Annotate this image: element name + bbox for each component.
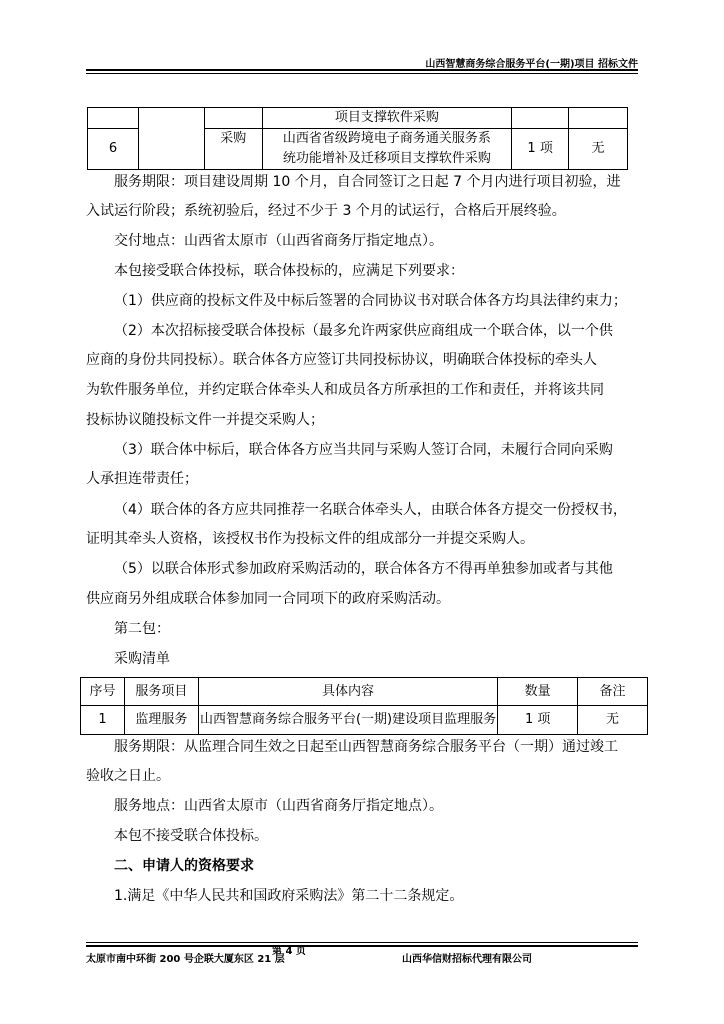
paragraph-consortium-item-2-line: （2）本次招标接受联合体投标（最多允许两家供应商组成一个联合体，以一个供 (114, 323, 613, 339)
header-rule-thin (86, 73, 638, 74)
table-cell-qty: 1 项 (512, 129, 569, 170)
content-line: 山西省省级跨境电子商务通关服务系 (282, 131, 491, 146)
paragraph-consortium-item-3-line: 人承担连带责任； (86, 471, 198, 487)
table-cell-type: 采购 (204, 129, 262, 170)
table-cell-no: 6 (88, 129, 139, 170)
table-header-cell: 数量 (498, 678, 578, 706)
paragraph-consortium-intro: 本包接受联合体投标，联合体投标的，应满足下列要求： (114, 263, 464, 279)
paragraph-consortium-item-1: （1）供应商的投标文件及中标后签署的合同协议书对联合体各方均具法律约束力； (114, 293, 627, 309)
table-cell (138, 108, 204, 170)
table-cell-content (262, 129, 512, 170)
table-header-cell: 序号 (81, 678, 125, 706)
table-row (88, 108, 628, 129)
procurement-table-1 (87, 107, 628, 170)
paragraph-procurement-list: 采购清单 (114, 651, 170, 667)
paragraph-consortium-item-2-line: 投标协议随投标文件一并提交采购人； (86, 412, 324, 428)
footer-address: 太原市南中环街 200 号企联大厦东区 21 层 (86, 954, 285, 965)
table-cell (88, 108, 139, 129)
paragraph-consortium-item-5-line: 供应商另外组成联合体参加同一合同项下的政府采购活动。 (86, 591, 450, 607)
paragraph-delivery-location: 交付地点：山西省太原市（山西省商务厅指定地点）。 (114, 233, 443, 249)
paragraph-service-period-line: 入试运行阶段；系统初验后，经过不少于 3 个月的试运行，合格后开展终验。 (86, 203, 566, 219)
paragraph-qualification-1: 1.满足《中华人民共和国政府采购法》第二十二条规定。 (114, 888, 464, 904)
table-cell: 无 (578, 706, 648, 735)
section-heading: 二、申请人的资格要求 (114, 858, 254, 874)
paragraph-consortium-item-3-line: （3）联合体中标后，联合体各方应当共同与采购人签订合同，未履行合同向采购 (114, 442, 613, 458)
table-header-cell: 具体内容 (198, 678, 497, 706)
paragraph-consortium-item-4-line: （4）联合体的各方应共同推荐一名联合体牵头人，由联合体各方提交一份授权书， (114, 502, 627, 518)
table-cell: 项目支撑软件采购 (262, 108, 512, 129)
footer-rule-thick (86, 945, 638, 947)
table-header-row (81, 678, 648, 706)
page-header-title: 山西智慧商务综合服务平台(一期)项目 招标文件 (425, 59, 638, 70)
paragraph-consortium-item-5-line: （5）以联合体形式参加政府采购活动的，联合体各方不得再单独参加或者与其他 (114, 561, 613, 577)
table-header-cell: 服务项目 (124, 678, 198, 706)
paragraph-service-location: 服务地点：山西省太原市（山西省商务厅指定地点）。 (114, 798, 443, 814)
table-cell: 1 项 (498, 706, 578, 735)
header-rule-thick (86, 69, 638, 71)
procurement-table-2 (80, 677, 648, 735)
table-cell (204, 108, 262, 129)
paragraph-consortium-item-2-line: 为软件服务单位，并约定联合体牵头人和成员各方所承担的工作和责任，并将该共同 (86, 382, 604, 398)
footer-company: 山西华信财招标代理有限公司 (402, 954, 532, 965)
paragraph-service-period-2-line: 验收之日止。 (86, 768, 170, 784)
table-cell: 监理服务 (124, 706, 198, 735)
table-cell: 山西智慧商务综合服务平台(一期)建设项目监理服务 (198, 706, 497, 735)
paragraph-service-period-2-line: 服务期限：从监理合同生效之日起至山西智慧商务综合服务平台（一期）通过竣工 (114, 739, 618, 755)
paragraph-package-2: 第二包： (114, 621, 170, 637)
paragraph-consortium-item-4-line: 证明其牵头人资格，该授权书作为投标文件的组成部分一并提交采购人。 (86, 531, 534, 547)
footer-page-number: 第 4 页 (272, 946, 306, 957)
table-cell (569, 108, 628, 129)
table-row (81, 706, 648, 735)
paragraph-consortium-item-2-line: 应商的身份共同投标）。联合体各方应签订共同投标协议，明确联合体投标的牵头人 (86, 352, 597, 368)
table-cell (512, 108, 569, 129)
table-cell: 1 (81, 706, 125, 735)
paragraph-service-period-line: 服务期限：项目建设周期 10 个月，自合同签订之日起 7 个月内进行项目初验，进 (114, 174, 621, 190)
table-header-cell: 备注 (578, 678, 648, 706)
footer-rule-thin (86, 942, 638, 943)
table-cell-remark: 无 (569, 129, 628, 170)
paragraph-no-consortium: 本包不接受联合体投标。 (114, 828, 268, 844)
content-line: 统功能增补及迁移项目支撑软件采购 (282, 151, 491, 166)
